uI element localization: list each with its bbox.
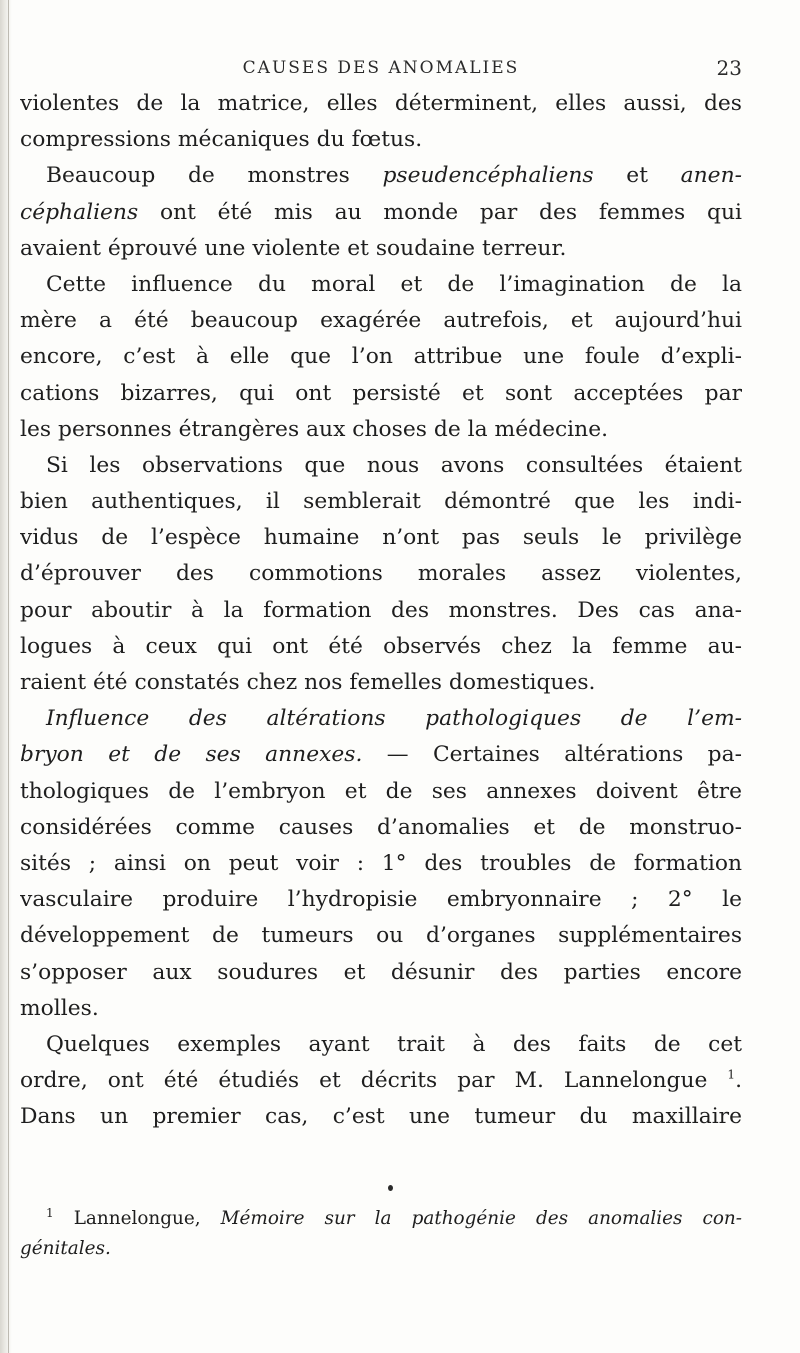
text-line: raient été constatés chez nos femelles domestiques. (20, 670, 596, 695)
page-number: 23 (716, 56, 742, 80)
text-line: Quelques exemples ayant trait à des faits de cet (46, 1031, 742, 1057)
text-line: bryon et de ses annexes. — Certaines altérations pa- (20, 742, 742, 768)
text-line: les personnes étrangères aux choses de la médecine. (20, 416, 609, 442)
text-line: bien authentiques, il semblerait démontré que les indi- (20, 489, 742, 515)
text-line: pour aboutir à la formation des monstres. Des cas ana- (20, 597, 742, 623)
text-line: ordre, ont été étudiés et décrits par M. Lannelongue $^1$. (20, 1067, 742, 1094)
section-heading: Influence des altérations pathologiques de l’em- (46, 706, 742, 732)
section-heading: bryon et de ses annexes. (20, 742, 363, 768)
footnote-title: génitales. (20, 1238, 111, 1259)
printer-dot-mark (388, 1185, 393, 1191)
text-line: développement de tumeurs ou d’organes supplémentaires (20, 923, 742, 949)
footnote-title: Mémoire sur la pathogénie des anomalies con- (220, 1208, 742, 1229)
text-line: avaient éprouvé une violente et soudaine terreur. (20, 235, 567, 261)
text-line: thologiques de l’embryon et de ses annexes doivent être (20, 778, 742, 804)
text-line: Si les observations que nous avons consultées étaient (46, 452, 742, 478)
page-gutter-shadow (0, 0, 12, 1353)
italic-term: céphaliens (20, 199, 139, 225)
footnote-reference: 1 (727, 1067, 736, 1082)
text-line: céphaliens ont été mis au monde par des femmes qui (20, 199, 742, 225)
body-text (20, 86, 742, 1135)
footnote-line (20, 1204, 742, 1234)
text-line: mère a été beaucoup exagérée autrefois, et aujourd’hui (20, 308, 742, 334)
text-line: cations bizarres, qui ont persisté et sont acceptées par (20, 380, 742, 406)
page-gutter-edge (8, 0, 9, 1353)
text-line: vasculaire produire l’hydropisie embryonnaire ; 2° le (20, 887, 742, 913)
text-line: vidus de l’espèce humaine n’ont pas seuls le privilège (20, 525, 742, 551)
text-line: s’opposer aux soudures et désunir des parties encore (20, 959, 742, 985)
text-line: sités ; ainsi on peut voir : 1° des troubles de formation (20, 850, 742, 876)
italic-term: anen- (680, 163, 742, 189)
text-line: Beaucoup de monstres pseudencéphaliens et anen- (46, 163, 742, 189)
footnote (20, 1204, 742, 1264)
section-heading-line (20, 701, 742, 737)
text-line: Dans un premier cas, c’est une tumeur du maxillaire (20, 1104, 742, 1130)
footnote-author: Lannelongue, (53, 1208, 221, 1229)
page-header (20, 58, 742, 88)
text-line: molles. (20, 995, 99, 1021)
text-line: compressions mécaniques du fœtus. (20, 127, 423, 153)
italic-term: pseudencéphaliens (382, 163, 594, 189)
text-line: violentes de la matrice, elles déterminent, elles aussi, des (20, 91, 742, 116)
footnote-line (20, 1234, 742, 1264)
running-head: CAUSES DES ANOMALIES (242, 58, 520, 78)
footnote-marker: 1 (46, 1205, 54, 1220)
text-line: d’éprouver des commotions morales assez violentes, (20, 561, 742, 587)
text-line: encore, c’est à elle que l’on attribue une foule d’expli- (20, 344, 742, 370)
text-line: logues à ceux qui ont été observés chez la femme au- (20, 633, 742, 659)
text-line: Cette influence du moral et de l’imagination de la (46, 271, 742, 297)
text-line: considérées comme causes d’anomalies et de monstruo- (20, 814, 742, 840)
